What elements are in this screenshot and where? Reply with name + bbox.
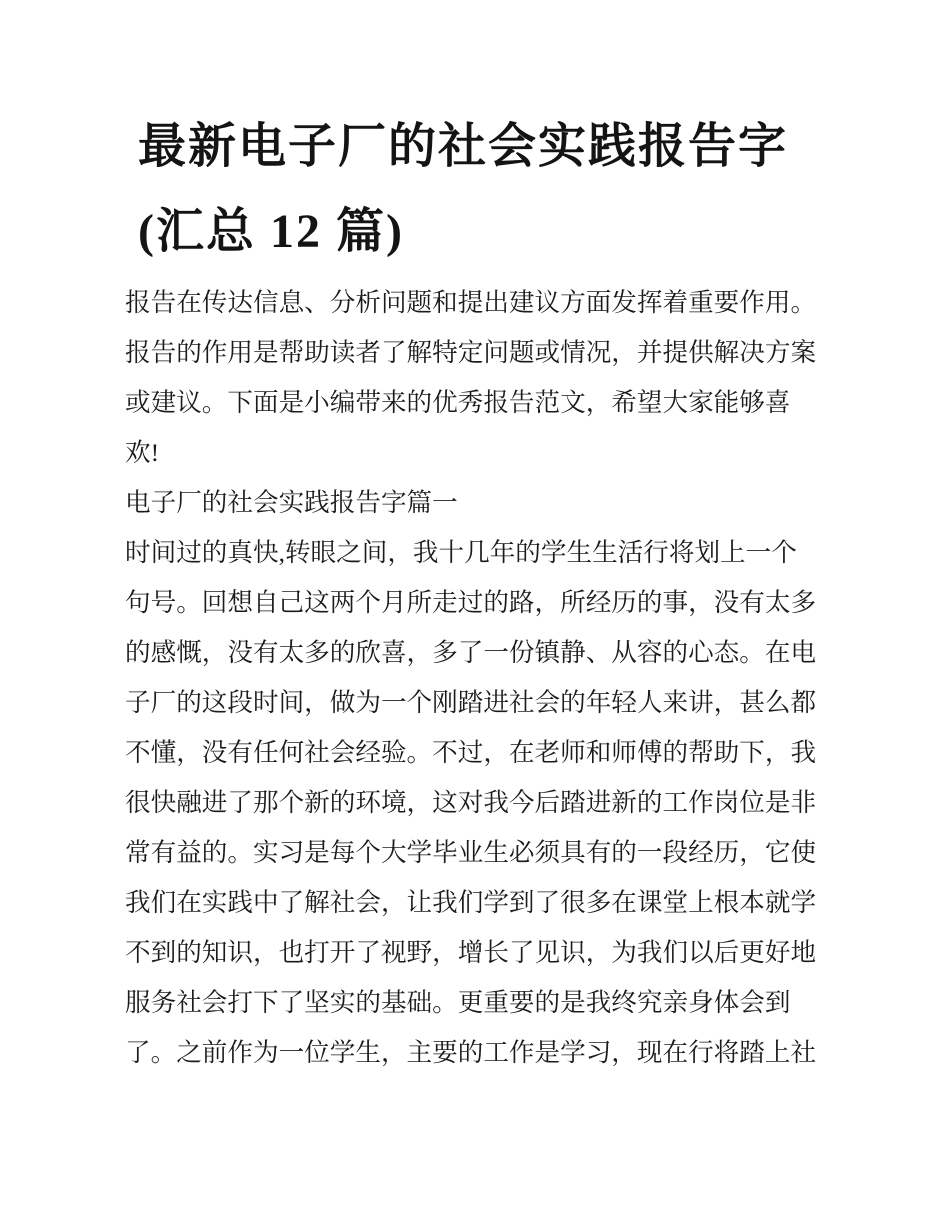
- text-line: 服务社会打下了坚实的基础。更重要的是我终究亲身体会到: [125, 988, 791, 1017]
- text-line: 欢!: [125, 438, 160, 467]
- section-paragraph: [125, 528, 825, 1078]
- text-line: 句号。回想自己这两个月所走过的路，所经历的事，没有太多: [125, 588, 817, 617]
- title-line-2: (汇总 12 篇): [138, 205, 404, 258]
- text-line: 不懂，没有任何社会经验。不过，在老师和师傅的帮助下，我: [125, 738, 817, 767]
- title-line-1: 最新电子厂的社会实践报告字: [138, 120, 789, 173]
- text-line: 子厂的这段时间，做为一个刚踏进社会的年轻人来讲，甚么都: [125, 688, 817, 717]
- document-body: [125, 278, 825, 1078]
- section-heading: 电子厂的社会实践报告字篇一: [125, 488, 458, 517]
- intro-paragraph: [125, 278, 825, 478]
- text-line: 常有益的。实习是每个大学毕业生必须具有的一段经历，它使: [125, 838, 817, 867]
- text-line: 了。之前作为一位学生，主要的工作是学习，现在行将踏上社: [125, 1038, 817, 1067]
- document-title: [138, 104, 788, 274]
- text-line: 我们在实践中了解社会，让我们学到了很多在课堂上根本就学: [125, 888, 817, 917]
- text-line: 时间过的真快,转眼之间，我十几年的学生生活行将划上一个: [125, 538, 797, 567]
- text-line: 报告在传达信息、分析问题和提出建议方面发挥着重要作用。: [125, 288, 817, 317]
- text-line: 很快融进了那个新的环境，这对我今后踏进新的工作岗位是非: [125, 788, 817, 817]
- text-line: 不到的知识，也打开了视野，增长了见识，为我们以后更好地: [125, 938, 817, 967]
- text-line: 或建议。下面是小编带来的优秀报告范文，希望大家能够喜: [125, 388, 791, 417]
- text-line: 报告的作用是帮助读者了解特定问题或情况，并提供解决方案: [125, 338, 817, 367]
- text-line: 的感慨，没有太多的欣喜，多了一份镇静、从容的心态。在电: [125, 638, 817, 667]
